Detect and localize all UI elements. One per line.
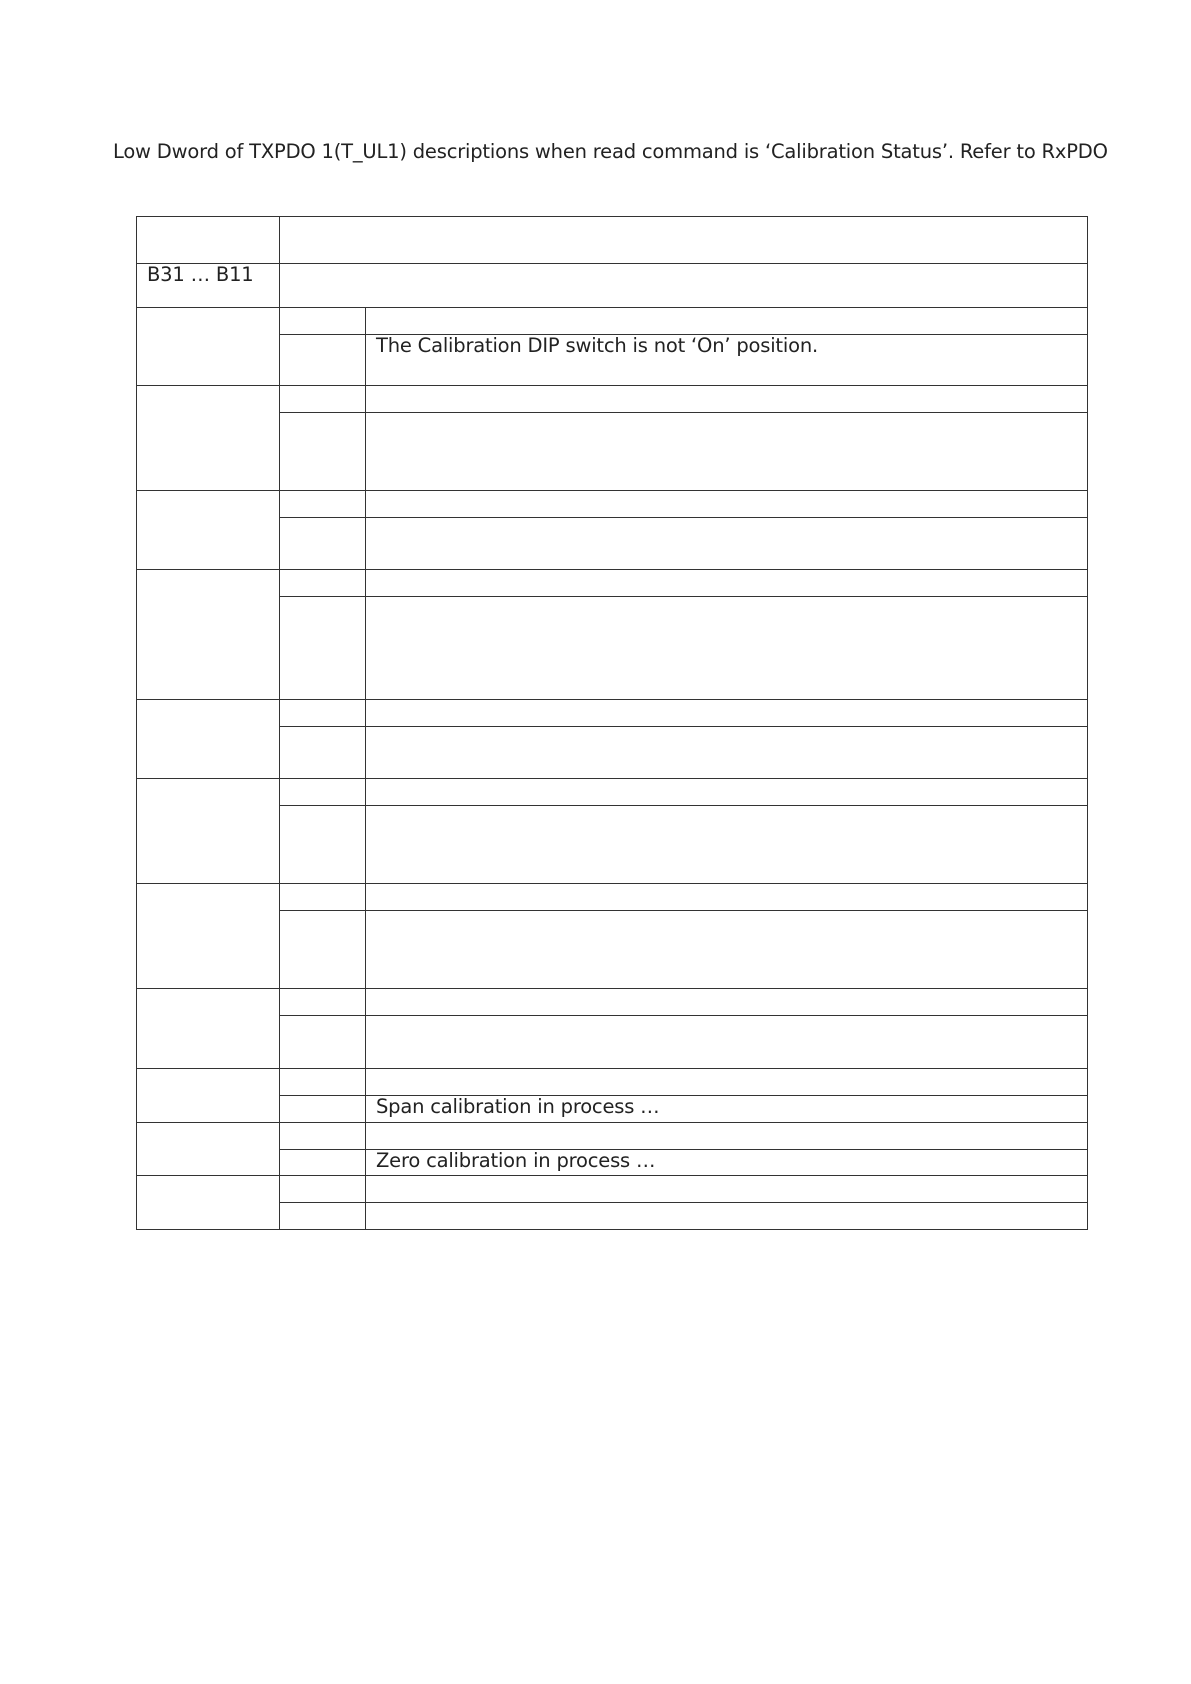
table-row <box>137 884 1088 911</box>
bit-label-cell <box>137 1069 280 1123</box>
bit-description-cell <box>366 518 1088 570</box>
table-row <box>137 1016 1088 1069</box>
reserved-bits-row <box>137 264 1088 308</box>
bit-value-cell <box>280 727 366 779</box>
bit-value-cell <box>280 911 366 989</box>
bit-label-cell <box>137 989 280 1069</box>
bit-label-cell <box>137 700 280 779</box>
table-row <box>137 413 1088 491</box>
table-row <box>137 1150 1088 1176</box>
header-description-cell <box>280 217 1088 264</box>
bit-label-cell <box>137 1176 280 1230</box>
table-row <box>137 335 1088 386</box>
bit-value-cell <box>280 413 366 491</box>
table-row <box>137 1176 1088 1203</box>
table-header-row <box>137 217 1088 264</box>
bit-description-cell <box>366 491 1088 518</box>
table-row <box>137 727 1088 779</box>
bit-label-cell <box>137 779 280 884</box>
bit-value-cell <box>280 1123 366 1150</box>
calibration-status-table <box>136 216 1088 1230</box>
intro-paragraph: Low Dword of TXPDO 1(T_UL1) descriptions when read command is ‘Calibration Status’. Refer to RxPDO <box>113 140 1108 163</box>
table-row <box>137 989 1088 1016</box>
table-body <box>137 217 1088 1230</box>
bit-description-cell <box>366 1176 1088 1203</box>
table-row <box>137 1069 1088 1096</box>
bit-description-cell <box>366 727 1088 779</box>
bit-value-cell <box>280 386 366 413</box>
bit-label-cell <box>137 386 280 491</box>
bit-value-cell <box>280 308 366 335</box>
bit-value-cell <box>280 1176 366 1203</box>
bit-value-cell <box>280 1150 366 1176</box>
table-row <box>137 491 1088 518</box>
table-row <box>137 386 1088 413</box>
bit-description-cell <box>366 413 1088 491</box>
table-row <box>137 1203 1088 1230</box>
bit-description-cell <box>366 1016 1088 1069</box>
table-row <box>137 779 1088 806</box>
bit-value-cell <box>280 700 366 727</box>
bit-description-cell <box>366 989 1088 1016</box>
bit-description-cell <box>366 779 1088 806</box>
bit-value-cell <box>280 1069 366 1096</box>
bit-description-cell <box>366 911 1088 989</box>
header-bit-cell <box>137 217 280 264</box>
bit-label-cell <box>137 308 280 386</box>
table-row <box>137 700 1088 727</box>
bit-label-cell <box>137 491 280 570</box>
bit-description-cell <box>366 386 1088 413</box>
bit-description-cell <box>366 1203 1088 1230</box>
table-row <box>137 1096 1088 1123</box>
bit-value-cell <box>280 518 366 570</box>
table-row <box>137 597 1088 700</box>
bit-label-cell <box>137 1123 280 1176</box>
bit-value-cell <box>280 884 366 911</box>
table-row <box>137 570 1088 597</box>
bit-value-cell <box>280 597 366 700</box>
bit-label-cell <box>137 884 280 989</box>
bit-description-cell <box>366 570 1088 597</box>
bit-description-cell <box>366 1069 1088 1096</box>
bit-value-cell <box>280 570 366 597</box>
bit-value-cell <box>280 779 366 806</box>
bit-value-cell <box>280 1096 366 1123</box>
table-row <box>137 806 1088 884</box>
table-row <box>137 911 1088 989</box>
bit-value-cell <box>280 335 366 386</box>
bit-value-cell <box>280 491 366 518</box>
table-row <box>137 518 1088 570</box>
bit-value-cell <box>280 989 366 1016</box>
table-row <box>137 308 1088 335</box>
reserved-bits-description <box>280 264 1088 308</box>
bit-description-cell <box>366 806 1088 884</box>
bit-label-cell <box>137 570 280 700</box>
bit-value-cell <box>280 806 366 884</box>
reserved-bits-label: B31 … B11 <box>137 264 280 308</box>
bit-description-cell: Span calibration in process … <box>366 1096 1088 1123</box>
bit-description-cell: The Calibration DIP switch is not ‘On’ position. <box>366 335 1088 386</box>
bit-description-cell <box>366 700 1088 727</box>
bit-description-cell <box>366 1123 1088 1150</box>
bit-description-cell <box>366 884 1088 911</box>
bit-description-cell <box>366 308 1088 335</box>
bit-description-cell: Zero calibration in process … <box>366 1150 1088 1176</box>
bit-description-cell <box>366 597 1088 700</box>
bit-value-cell <box>280 1203 366 1230</box>
bit-value-cell <box>280 1016 366 1069</box>
table-row <box>137 1123 1088 1150</box>
